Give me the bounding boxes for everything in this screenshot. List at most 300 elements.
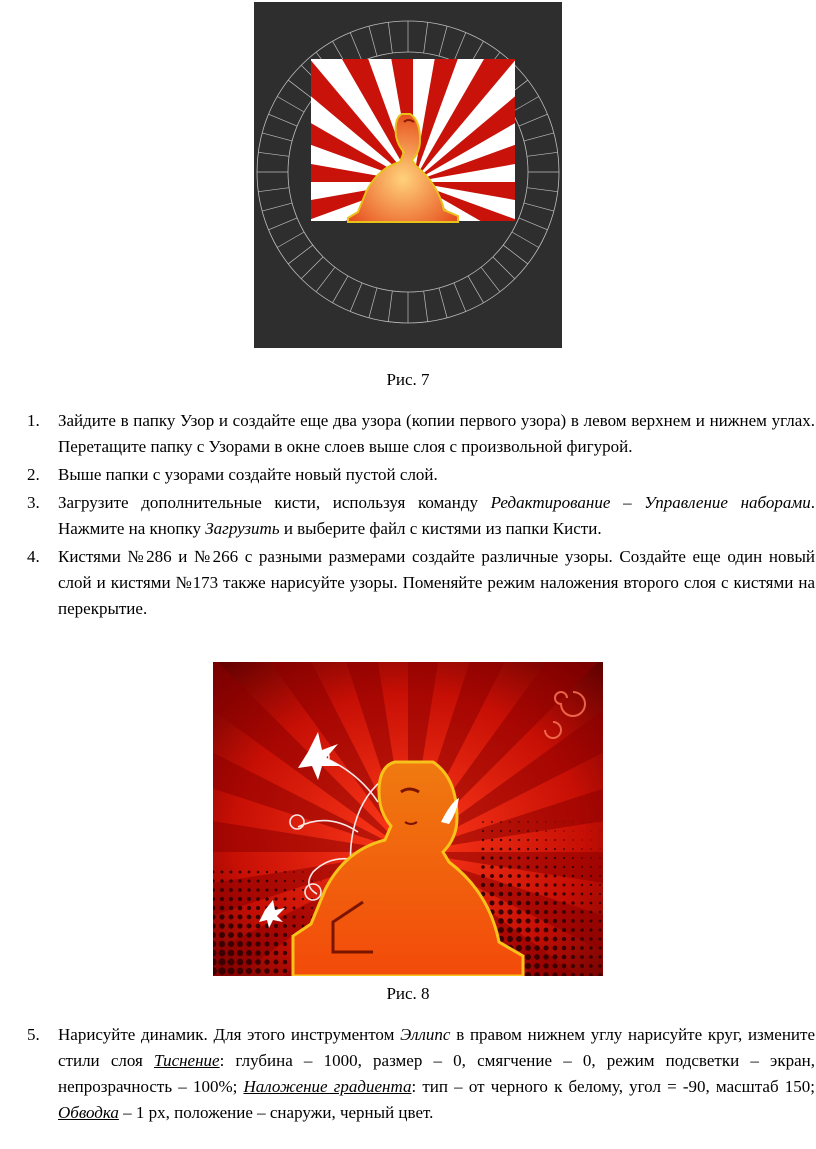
halftone-dot <box>544 919 549 924</box>
halftone-dot <box>516 936 522 942</box>
halftone-dot <box>543 936 548 941</box>
halftone-dot <box>527 848 529 850</box>
halftone-dot <box>256 888 259 891</box>
halftone-dot <box>498 918 504 924</box>
halftone-dot <box>283 924 287 928</box>
halftone-dot <box>527 821 528 822</box>
halftone-dot <box>507 927 513 933</box>
halftone-dot <box>599 920 602 923</box>
halftone-dot <box>293 871 295 873</box>
halftone-dot <box>508 901 513 906</box>
halftone-dot <box>536 821 537 822</box>
halftone-dot <box>220 906 225 911</box>
halftone-dot <box>526 883 530 887</box>
halftone-dot <box>554 857 556 859</box>
halftone-dot <box>518 821 520 823</box>
halftone-dot <box>599 857 600 858</box>
halftone-dot <box>545 866 548 869</box>
halftone-dot <box>562 964 567 969</box>
halftone-dot <box>509 821 511 823</box>
halftone-dot <box>284 889 287 892</box>
halftone-dot <box>580 937 584 941</box>
halftone-dot <box>563 857 565 859</box>
halftone-dot <box>517 901 522 906</box>
halftone-dot <box>534 963 540 969</box>
halftone-dot <box>581 839 582 840</box>
halftone-dot <box>219 914 224 919</box>
halftone-dot <box>275 871 277 873</box>
halftone-dot <box>544 892 548 896</box>
halftone-dot <box>599 893 601 895</box>
halftone-dot <box>562 883 565 886</box>
halftone-dot <box>256 906 260 910</box>
halftone-dot <box>490 892 495 897</box>
halftone-dot <box>257 880 260 883</box>
halftone-dot <box>554 866 557 869</box>
halftone-dot <box>590 866 592 868</box>
halftone-dot <box>598 964 601 967</box>
italic-term: Эллипс <box>400 1025 451 1044</box>
halftone-dot <box>599 875 601 877</box>
halftone-dot <box>525 918 530 923</box>
halftone-dot <box>518 830 520 832</box>
halftone-dot <box>581 866 583 868</box>
halftone-dot <box>599 929 602 932</box>
halftone-dot <box>590 857 591 858</box>
halftone-dot <box>562 955 567 960</box>
halftone-dot <box>284 871 286 873</box>
halftone-dot <box>219 950 226 957</box>
halftone-dot <box>581 857 583 859</box>
step-text <box>58 462 815 488</box>
halftone-dot <box>228 950 235 957</box>
halftone-dot <box>591 831 592 832</box>
halftone-dot <box>283 942 287 946</box>
halftone-dot <box>482 848 485 851</box>
halftone-dot <box>274 969 279 974</box>
halftone-dot <box>238 906 242 910</box>
halftone-dot <box>571 928 575 932</box>
step-text <box>58 544 815 622</box>
halftone-dot <box>600 849 601 850</box>
halftone-dot <box>517 883 521 887</box>
halftone-dot <box>500 821 502 823</box>
halftone-dot <box>564 822 565 823</box>
halftone-dot <box>311 907 313 909</box>
halftone-dot <box>255 950 261 956</box>
halftone-dot <box>482 821 484 823</box>
figure-8-caption: Рис. 8 <box>386 984 430 1003</box>
halftone-dot <box>283 960 287 964</box>
step-text-part: Выше папки с узорами создайте новый пустой слой. <box>58 465 438 484</box>
halftone-dot <box>255 959 261 965</box>
underlined-term: Наложение градиента <box>243 1077 412 1096</box>
halftone-dot <box>525 963 531 969</box>
step-text <box>58 408 815 460</box>
halftone-dot <box>284 898 287 901</box>
halftone-dot <box>238 915 243 920</box>
halftone-dot <box>572 857 574 859</box>
halftone-dot <box>255 932 260 937</box>
halftone-dot <box>302 916 305 919</box>
halftone-dot <box>553 901 557 905</box>
halftone-dot <box>534 945 540 951</box>
halftone-dot <box>562 901 566 905</box>
halftone-dot <box>599 902 601 904</box>
halftone-dot <box>256 915 260 919</box>
halftone-dot <box>571 946 575 950</box>
halftone-dot <box>500 839 502 841</box>
halftone-dot <box>536 830 538 832</box>
halftone-dot <box>498 927 504 933</box>
halftone-dot <box>553 919 557 923</box>
halftone-dot <box>482 830 484 832</box>
halftone-dot <box>562 919 566 923</box>
halftone-dot <box>599 911 602 914</box>
halftone-dot <box>516 918 521 923</box>
italic-term: Загрузить <box>205 519 280 538</box>
halftone-dot <box>535 865 538 868</box>
halftone-dot <box>563 839 565 841</box>
halftone-dot <box>535 901 539 905</box>
halftone-dot <box>330 872 331 873</box>
halftone-dot <box>590 848 591 849</box>
halftone-dot <box>507 909 512 914</box>
halftone-dot <box>265 888 268 891</box>
halftone-dot <box>527 857 530 860</box>
halftone-dot <box>229 906 234 911</box>
halftone-dot <box>248 871 251 874</box>
halftone-dot <box>302 898 304 900</box>
instruction-step <box>27 544 815 622</box>
step-number: 1. <box>27 411 40 430</box>
halftone-dot <box>543 954 548 959</box>
halftone-dot <box>580 946 584 950</box>
halftone-dot <box>508 883 512 887</box>
halftone-dot <box>536 848 538 850</box>
halftone-dot <box>491 848 494 851</box>
halftone-dot <box>553 883 556 886</box>
halftone-dot <box>516 945 522 951</box>
halftone-dot <box>237 968 244 975</box>
halftone-dot <box>518 857 521 860</box>
halftone-dot <box>219 932 225 938</box>
underlined-term: Обводка <box>58 1103 119 1122</box>
halftone-dot <box>600 840 601 841</box>
halftone-dot <box>544 874 547 877</box>
halftone-dot <box>562 910 566 914</box>
halftone-dot <box>553 910 557 914</box>
halftone-dot <box>228 914 233 919</box>
figure-8-image <box>213 662 603 976</box>
halftone-dot <box>238 888 242 892</box>
halftone-dot <box>219 923 225 929</box>
halftone-dot <box>581 893 584 896</box>
halftone-dot <box>571 937 575 941</box>
halftone-dot <box>544 928 549 933</box>
halftone-dot <box>534 954 540 960</box>
halftone-dot <box>563 830 564 831</box>
halftone-dot <box>230 871 233 874</box>
halftone-dot <box>237 959 244 966</box>
halftone-dot <box>552 963 557 968</box>
halftone-dot <box>572 866 574 868</box>
halftone-dot <box>563 848 565 850</box>
halftone-dot <box>500 848 503 851</box>
halftone-dot <box>536 857 539 860</box>
halftone-dot <box>580 919 583 922</box>
halftone-dot <box>526 874 530 878</box>
halftone-dot <box>274 942 279 947</box>
halftone-dot <box>265 942 270 947</box>
halftone-dot <box>256 897 260 901</box>
halftone-dot <box>228 923 233 928</box>
halftone-dot <box>499 901 504 906</box>
halftone-dot <box>228 941 234 947</box>
halftone-dot <box>554 821 555 822</box>
halftone-dot <box>311 880 312 881</box>
halftone-dot <box>490 883 494 887</box>
step-text-part: – 1 px, положение – снаружи, черный цвет. <box>118 1103 434 1122</box>
halftone-dot <box>507 918 512 923</box>
halftone-dot <box>553 928 557 932</box>
halftone-dot <box>545 839 547 841</box>
step-text-part: в правом нижнем углу нарисуйте круг, измените стили слоя <box>58 1025 815 1070</box>
halftone-dot <box>572 884 575 887</box>
halftone-dot <box>580 955 584 959</box>
halftone-dot <box>589 964 593 968</box>
halftone-dot <box>220 879 223 882</box>
halftone-dot <box>498 909 503 914</box>
halftone-dot <box>247 897 251 901</box>
halftone-dot <box>320 880 321 881</box>
step-text <box>58 490 815 542</box>
halftone-dot <box>589 928 592 931</box>
halftone-dot <box>499 883 503 887</box>
halftone-dot <box>256 924 261 929</box>
halftone-dot <box>246 923 251 928</box>
halftone-dot <box>517 865 520 868</box>
halftone-dot <box>293 907 296 910</box>
halftone-dot <box>491 821 493 823</box>
halftone-dot <box>508 874 512 878</box>
halftone-dot <box>599 938 602 941</box>
halftone-dot <box>293 889 295 891</box>
halftone-dot <box>302 907 305 910</box>
halftone-dot <box>220 888 224 892</box>
halftone-dot <box>590 884 592 886</box>
halftone-dot <box>525 945 531 951</box>
halftone-dot <box>292 915 295 918</box>
halftone-dot <box>516 927 522 933</box>
halftone-dot <box>508 892 512 896</box>
underlined-term: Тиснение <box>154 1051 220 1070</box>
halftone-dot <box>591 840 592 841</box>
halftone-dot <box>218 967 226 975</box>
halftone-dot <box>218 958 225 965</box>
halftone-dot <box>293 880 295 882</box>
halftone-dot <box>264 950 269 955</box>
halftone-dot <box>482 839 484 841</box>
halftone-dot <box>490 856 493 859</box>
halftone-dot <box>481 883 485 887</box>
halftone-dot <box>554 848 556 850</box>
halftone-dot <box>499 892 504 897</box>
halftone-dot <box>572 830 573 831</box>
halftone-dot <box>227 967 234 974</box>
halftone-dot <box>247 915 252 920</box>
halftone-dot <box>590 911 593 914</box>
halftone-dot <box>265 897 268 900</box>
halftone-dot <box>293 898 296 901</box>
halftone-dot <box>563 875 566 878</box>
halftone-dot <box>275 889 278 892</box>
halftone-dot <box>571 919 575 923</box>
halftone-dot <box>525 954 531 960</box>
halftone-dot <box>526 901 530 905</box>
halftone-dot <box>274 897 277 900</box>
halftone-dot <box>238 879 241 882</box>
step-number: 2. <box>27 465 40 484</box>
halftone-dot <box>582 822 583 823</box>
halftone-dot <box>572 875 574 877</box>
halftone-dot <box>229 879 232 882</box>
halftone-dot <box>600 822 601 823</box>
halftone-dot <box>571 901 574 904</box>
halftone-dot <box>553 946 558 951</box>
halftone-dot <box>500 830 502 832</box>
halftone-dot <box>545 830 547 832</box>
halftone-dot <box>526 865 529 868</box>
halftone-dot <box>220 897 224 901</box>
halftone-dot <box>517 910 522 915</box>
halftone-dot <box>219 941 225 947</box>
halftone-dot <box>284 880 286 882</box>
step-number: 5. <box>27 1025 40 1044</box>
halftone-dot <box>237 950 243 956</box>
step-text-part: . Нажмите на кнопку <box>58 493 815 538</box>
step-text-part: Зайдите в папку Узор и создайте еще два узора (копии первого узора) в левом верхнем и нижнем углах. Перетащите папку с Узорами в окне слоев выше слоя с произвольной фигурой. <box>58 411 815 456</box>
halftone-dot <box>544 883 547 886</box>
step-text-part: Кистями №286 и №266 с разными размерами создайте различные узоры. Создайте еще один новый слой и кистями №173 также нарисуйте узоры. Поменяйте режим наложения второго слоя с кистями на перекрытие. <box>58 547 815 618</box>
halftone-dot <box>582 831 583 832</box>
halftone-dot <box>572 848 574 850</box>
halftone-dot <box>239 871 242 874</box>
halftone-dot <box>534 927 539 932</box>
halftone-dot <box>481 865 485 869</box>
halftone-dot <box>545 848 547 850</box>
halftone-dot <box>553 955 558 960</box>
halftone-dot <box>543 945 548 950</box>
halftone-dot <box>525 927 530 932</box>
halftone-dot <box>499 856 502 859</box>
halftone-dot <box>572 839 573 840</box>
halftone-dot <box>590 902 593 905</box>
halftone-dot <box>264 968 269 973</box>
halftone-dot <box>581 875 583 877</box>
halftone-dot <box>589 946 592 949</box>
instruction-step <box>27 408 815 460</box>
halftone-dot <box>481 856 484 859</box>
halftone-dot <box>247 888 251 892</box>
halftone-dot <box>228 959 235 966</box>
halftone-dot <box>544 901 548 905</box>
step-text-part: Загрузите дополнительные кисти, используя команду <box>58 493 491 512</box>
halftone-dot <box>490 901 495 906</box>
halftone-dot <box>321 872 322 873</box>
halftone-dot <box>534 936 539 941</box>
halftone-dot <box>581 884 583 886</box>
halftone-dot <box>599 884 601 886</box>
halftone-dot <box>581 848 582 849</box>
halftone-dot <box>499 865 502 868</box>
halftone-dot <box>580 928 584 932</box>
halftone-dot <box>283 915 287 919</box>
halftone-dot <box>508 865 511 868</box>
halftone-dot <box>553 937 558 942</box>
halftone-dot <box>302 889 304 891</box>
halftone-dot <box>274 924 278 928</box>
halftone-dot <box>228 932 234 938</box>
halftone-dot <box>237 923 242 928</box>
halftone-dot <box>292 924 295 927</box>
halftone-dot <box>535 892 539 896</box>
halftone-dot <box>526 910 531 915</box>
halftone-dot <box>591 822 592 823</box>
halftone-dot <box>274 951 279 956</box>
halftone-dot <box>535 874 538 877</box>
halftone-dot <box>571 955 575 959</box>
halftone-dot <box>598 955 601 958</box>
halftone-dot <box>238 897 242 901</box>
halftone-dot <box>246 968 252 974</box>
halftone-dot <box>535 910 540 915</box>
halftone-dot <box>545 857 548 860</box>
halftone-dot <box>266 880 269 883</box>
halftone-dot <box>518 839 520 841</box>
halftone-dot <box>545 821 546 822</box>
halftone-dot <box>527 839 529 841</box>
halftone-dot <box>266 871 268 873</box>
halftone-dot <box>229 888 233 892</box>
halftone-dot <box>509 839 511 841</box>
halftone-dot <box>508 856 511 859</box>
instruction-step <box>27 490 815 542</box>
halftone-dot <box>562 946 566 950</box>
halftone-dot <box>490 865 494 869</box>
halftone-dot <box>589 919 592 922</box>
halftone-dot <box>600 831 601 832</box>
halftone-dot <box>536 839 538 841</box>
halftone-dot <box>526 892 530 896</box>
halftone-dot <box>562 937 566 941</box>
halftone-dot <box>499 874 503 878</box>
halftone-dot <box>509 830 511 832</box>
halftone-dot <box>535 919 540 924</box>
halftone-dot <box>554 875 557 878</box>
halftone-dot <box>274 960 279 965</box>
halftone-dot <box>221 871 224 874</box>
halftone-dot <box>246 950 252 956</box>
halftone-dot <box>237 941 243 947</box>
halftone-dot <box>246 932 251 937</box>
halftone-dot <box>527 830 529 832</box>
halftone-dot <box>544 910 548 914</box>
halftone-dot <box>580 964 584 968</box>
step-number: 4. <box>27 547 40 566</box>
step-text-part: : глубина – 1000, размер – 0, смягчение – 0, режим подсветки – экран, непрозрачность – 100%; <box>58 1051 815 1096</box>
halftone-dot <box>264 959 269 964</box>
